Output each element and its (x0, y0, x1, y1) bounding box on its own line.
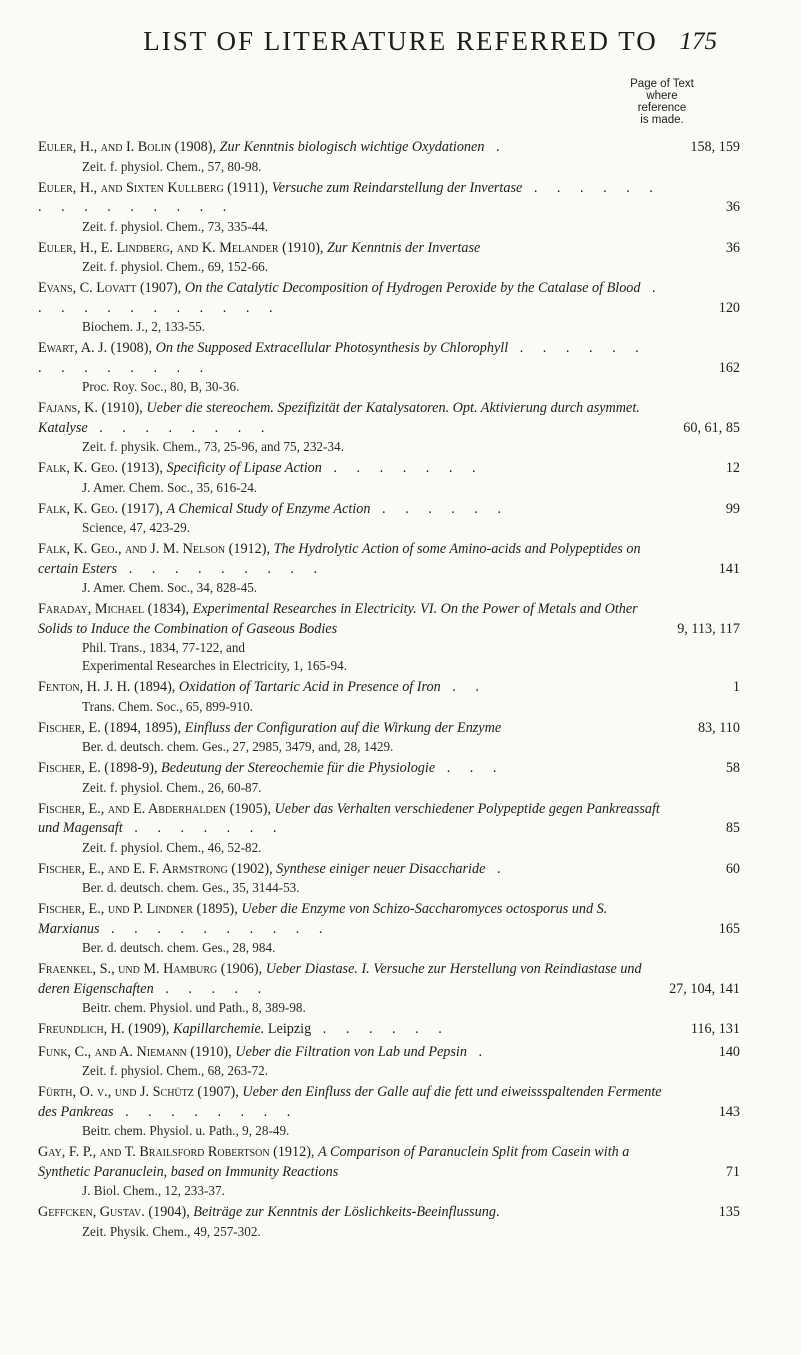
reference-citation (38, 678, 740, 698)
leader-dots: . . . . . . . . . . . . (38, 280, 664, 316)
leader-dots: . . . . . . . (122, 820, 285, 836)
text-page-reference: 140 (718, 1043, 740, 1060)
reference-entry (38, 1043, 740, 1081)
reference-entry (38, 759, 740, 797)
text-page-reference: 1 (732, 679, 740, 695)
reference-title: A Chemical Study of Enzyme Action (166, 500, 371, 517)
reference-citation (38, 339, 740, 378)
reference-source: Phil. Trans., 1834, 77-122, and (82, 640, 246, 655)
reference-author: Falk, K. Geo., and J. M. Nelson (1912), (38, 541, 274, 557)
reference-title: Ueber die Filtration von Lab und Pepsin (235, 1043, 467, 1060)
citation-text (38, 399, 740, 438)
reference-title: Experimental Researches in Electricity. VI. On the Power of Metals and Other Solids to Induce the Combination of Gaseous Bodies (38, 601, 638, 637)
reference-entry (38, 1083, 740, 1140)
reference-title: Ueber die Enzyme von Schizo-Saccharomyces octosporus und S. Marxianus (38, 901, 608, 937)
reference-source: Zeit. f. physiol. Chem., 68, 263-72. (82, 1063, 269, 1078)
leader-dots: . (466, 1043, 491, 1060)
reference-source: Zeit. f. physiol. Chem., 26, 60-87. (82, 779, 262, 795)
reference-entry (38, 179, 740, 236)
reference-author: Fürth, O. v., und J. Schütz (1907), (38, 1084, 243, 1100)
reference-author: Faraday, Michael (1834), (38, 601, 193, 617)
reference-title: Ueber das Verhalten verschiedener Polypeptide gegen Pankreassaft und Magensaft (38, 800, 660, 836)
leader-dots: . . . (435, 760, 505, 776)
reference-author: Fischer, E., und P. Lindner (1895), (38, 901, 242, 917)
citation-text (38, 800, 740, 839)
reference-source: Ber. d. deutsch. chem. Ges., 35, 3144-53. (82, 880, 300, 895)
reference-citation (38, 138, 740, 158)
reference-source: Proc. Roy. Soc., 80, B, 30-36. (82, 379, 240, 394)
reference-title: Ueber Diastase. I. Versuche zur Herstellung von Reindiastase und deren Eigenschaften (38, 961, 642, 997)
reference-title: Specificity of Lipase Action (166, 460, 322, 476)
leader-dots: . . . . . . (370, 500, 510, 517)
text-page-reference: 135 (718, 1204, 740, 1220)
column-note-line: reference (637, 102, 687, 114)
reference-entry (38, 239, 740, 277)
reference-source: Experimental Researches in Electricity, 1, 165-94. (82, 658, 347, 673)
reference-citation (38, 719, 740, 739)
reference-entry (38, 279, 740, 336)
reference-author: Ewart, A. J. (1908), (38, 340, 156, 356)
citation-text (38, 459, 740, 479)
leader-dots: . . . . . (153, 980, 270, 997)
leader-dots: . . . . . . . . . (117, 560, 326, 577)
reference-citation (38, 1020, 740, 1040)
reference-entry (38, 399, 740, 456)
reference-author: Freundlich, H. (1909), (38, 1021, 174, 1037)
reference-citation (38, 279, 740, 318)
reference-source: J. Amer. Chem. Soc., 35, 616-24. (82, 479, 258, 495)
leader-dots: . . . . . . . . . . . . . . (38, 340, 647, 376)
page-header (0, 22, 801, 62)
reference-entry (38, 1203, 740, 1241)
leader-dots: . . . . . . . . . . . . . . . (38, 179, 661, 215)
reference-source: Zeit. f. physiol. Chem., 69, 152-66. (82, 259, 269, 274)
reference-source: Biochem. J., 2, 133-55. (82, 319, 206, 334)
reference-title: Bedeutung der Stereochemie für die Physiologie (161, 760, 436, 776)
reference-entry (38, 339, 740, 396)
text-page-reference: 9, 113, 117 (677, 620, 740, 637)
citation-text (38, 1083, 740, 1122)
text-page-reference: 71 (725, 1163, 740, 1180)
reference-citation (38, 459, 740, 479)
text-page-reference: 58 (725, 760, 740, 776)
reference-citation (38, 960, 740, 999)
citation-text (38, 678, 740, 698)
citation-text (38, 279, 740, 318)
reference-citation (38, 239, 740, 259)
reference-citation (38, 399, 740, 438)
reference-source: Ber. d. deutsch. chem. Ges., 28, 984. (82, 940, 276, 955)
reference-entry (38, 800, 740, 857)
reference-author: Falk, K. Geo. (1913), (38, 460, 167, 476)
reference-entry (38, 719, 740, 757)
text-page-reference: 116, 131 (690, 1021, 740, 1037)
reference-citation (38, 540, 740, 579)
reference-source: Beitr. chem. Physiol. und Path., 8, 389-98. (82, 1000, 306, 1015)
reference-source: J. Biol. Chem., 12, 233-37. (82, 1183, 225, 1198)
reference-citation (38, 1083, 740, 1122)
leader-dots: . . . . . . . . (113, 1103, 299, 1120)
page-number: 175 (679, 28, 717, 55)
reference-entry (38, 459, 740, 497)
reference-citation (38, 500, 740, 520)
citation-text (38, 960, 740, 999)
reference-title: Beiträge zur Kenntnis der Löslichkeits-Beeinflussung (193, 1204, 496, 1220)
reference-entry (38, 1143, 740, 1200)
text-page-reference: 36 (725, 199, 740, 215)
reference-author: Fischer, E., and E. Abderhalden (1905), (38, 800, 275, 817)
reference-title: Zur Kenntnis biologisch wichtige Oxydationen (219, 139, 485, 155)
reference-citation (38, 800, 740, 839)
reference-entry (38, 860, 740, 898)
column-note-line: Page of Text (630, 78, 694, 90)
leader-dots: . (495, 1204, 508, 1220)
leader-dots: . . . . . . (311, 1021, 450, 1037)
reference-publisher: Leipzig (267, 1021, 312, 1037)
text-page-reference: 99 (725, 500, 740, 517)
text-page-reference: 27, 104, 141 (669, 980, 740, 997)
reference-citation (38, 600, 740, 639)
reference-citation (38, 1143, 740, 1182)
reference-entry (38, 600, 740, 675)
reference-entry (38, 540, 740, 597)
reference-title: Ueber den Einfluss der Galle auf die fett und eiweissspaltenden Fermente des Pankreas (38, 1084, 662, 1120)
leader-dots: . . . . . . . . . . (99, 920, 331, 937)
reference-source: Zeit. f. physiol. Chem., 46, 52-82. (82, 839, 262, 855)
reference-author: Falk, K. Geo. (1917), (38, 500, 167, 517)
reference-list (38, 138, 740, 1244)
reference-author: Geffcken, Gustav. (1904), (38, 1204, 194, 1220)
reference-title: On the Supposed Extracellular Photosynthesis by Chlorophyll (155, 340, 509, 356)
text-page-reference: 158, 159 (690, 139, 740, 155)
reference-title: Zur Kenntnis der Invertase (327, 239, 481, 256)
reference-citation (38, 860, 740, 880)
text-page-reference: 165 (718, 920, 740, 937)
citation-text (38, 500, 740, 520)
reference-citation (38, 1043, 740, 1063)
text-page-reference: 85 (725, 820, 740, 836)
text-page-reference: 143 (718, 1103, 740, 1120)
reference-author: Euler, H., and I. Bolin (1908), (38, 139, 220, 155)
reference-author: Fenton, H. J. H. (1894), (38, 679, 179, 695)
running-title: LIST OF LITERATURE REFERRED TO (143, 26, 658, 56)
citation-text (38, 1203, 740, 1223)
text-page-reference: 60 (725, 860, 740, 877)
text-page-reference: 141 (718, 560, 740, 577)
reference-citation (38, 900, 740, 939)
citation-text (38, 1020, 740, 1040)
reference-source: Zeit. f. physiol. Chem., 57, 80-98. (82, 158, 262, 174)
reference-author: Gay, F. P., and T. Brailsford Robertson (1912), (38, 1144, 319, 1160)
column-note-line: where (646, 90, 678, 102)
citation-text (38, 540, 740, 579)
reference-title: On the Catalytic Decomposition of Hydrogen Peroxide by the Catalase of Blood (184, 280, 641, 296)
reference-author: Fajans, K. (1910), (38, 400, 147, 416)
text-page-reference: 36 (725, 239, 740, 256)
reference-source: Zeit. Physik. Chem., 49, 257-302. (82, 1223, 261, 1239)
reference-title: Ueber die stereochem. Spezifizität der Katalysatoren. Opt. Aktivierung durch asymmet. Katalyse (38, 400, 640, 436)
citation-text (38, 719, 740, 739)
text-page-reference: 60, 61, 85 (683, 419, 740, 436)
leader-dots: . . . . . . . . (87, 419, 273, 436)
reference-source: J. Amer. Chem. Soc., 34, 828-45. (82, 580, 258, 595)
reference-title: Kapillarchemie. (173, 1021, 268, 1037)
column-note-line: is made. (640, 114, 684, 126)
reference-author: Fischer, E. (1898-9), (38, 760, 162, 776)
reference-source: Zeit. f. physiol. Chem., 73, 335-44. (82, 218, 269, 234)
reference-citation (38, 1203, 740, 1223)
reference-author: Fraenkel, S., und M. Hamburg (1906), (38, 961, 266, 977)
text-page-reference: 83, 110 (697, 719, 740, 736)
reference-title: Einfluss der Configuration auf die Wirkung der Enzyme (184, 719, 502, 736)
leader-dots: . . (440, 679, 487, 695)
reference-author: Euler, H., E. Lindberg, and K. Melander (1910), (38, 239, 328, 256)
citation-text (38, 860, 740, 880)
citation-text (38, 1043, 740, 1063)
reference-entry (38, 900, 740, 957)
reference-source: Beitr. chem. Physiol. u. Path., 9, 28-49. (82, 1123, 290, 1138)
reference-author: Euler, H., and Sixten Kullberg (1911), (38, 179, 272, 196)
citation-text (38, 900, 740, 939)
reference-source: Trans. Chem. Soc., 65, 899-910. (82, 698, 253, 714)
text-page-reference: 162 (718, 359, 740, 376)
citation-text (38, 179, 740, 218)
text-page-reference: 120 (718, 299, 740, 316)
reference-source: Science, 47, 423-29. (82, 520, 191, 535)
reference-source: Zeit. f. physik. Chem., 73, 25-96, and 75, 232-34. (82, 439, 344, 454)
citation-text (38, 239, 740, 259)
reference-source: Ber. d. deutsch. chem. Ges., 27, 2985, 3479, and, 28, 1429. (82, 739, 394, 754)
reference-entry (38, 500, 740, 538)
leader-dots: . . . . . . . (321, 460, 484, 476)
citation-text (38, 600, 740, 639)
reference-title: Versuche zum Reindarstellung der Invertase (271, 179, 523, 196)
citation-text (38, 339, 740, 378)
citation-text (38, 759, 740, 779)
reference-author: Fischer, E. (1894, 1895), (38, 719, 185, 736)
reference-entry (38, 138, 740, 176)
text-page-reference: 12 (725, 460, 740, 476)
reference-author: Funk, C., and A. Niemann (1910), (38, 1043, 236, 1060)
reference-author: Fischer, E., and E. F. Armstrong (1902), (38, 860, 277, 877)
reference-entry (38, 1020, 740, 1040)
leader-dots: . (484, 139, 508, 155)
reference-title: A Comparison of Paranuclein Split from Casein with a Synthetic Paranuclein, based on Immunity Reactions (38, 1144, 630, 1180)
leader-dots: . (485, 860, 509, 877)
citation-text (38, 1143, 740, 1182)
reference-entry (38, 678, 740, 716)
page-reference-column-note (592, 78, 732, 126)
reference-author: Evans, C. Lovatt (1907), (38, 280, 185, 296)
reference-citation (38, 179, 740, 218)
reference-title: Synthese einiger neuer Disaccharide (276, 860, 486, 877)
citation-text (38, 138, 740, 158)
reference-title: The Hydrolytic Action of some Amino-acids and Polypeptides on certain Esters (38, 541, 641, 577)
reference-title: Oxidation of Tartaric Acid in Presence of Iron (178, 679, 441, 695)
reference-entry (38, 960, 740, 1017)
reference-citation (38, 759, 740, 779)
